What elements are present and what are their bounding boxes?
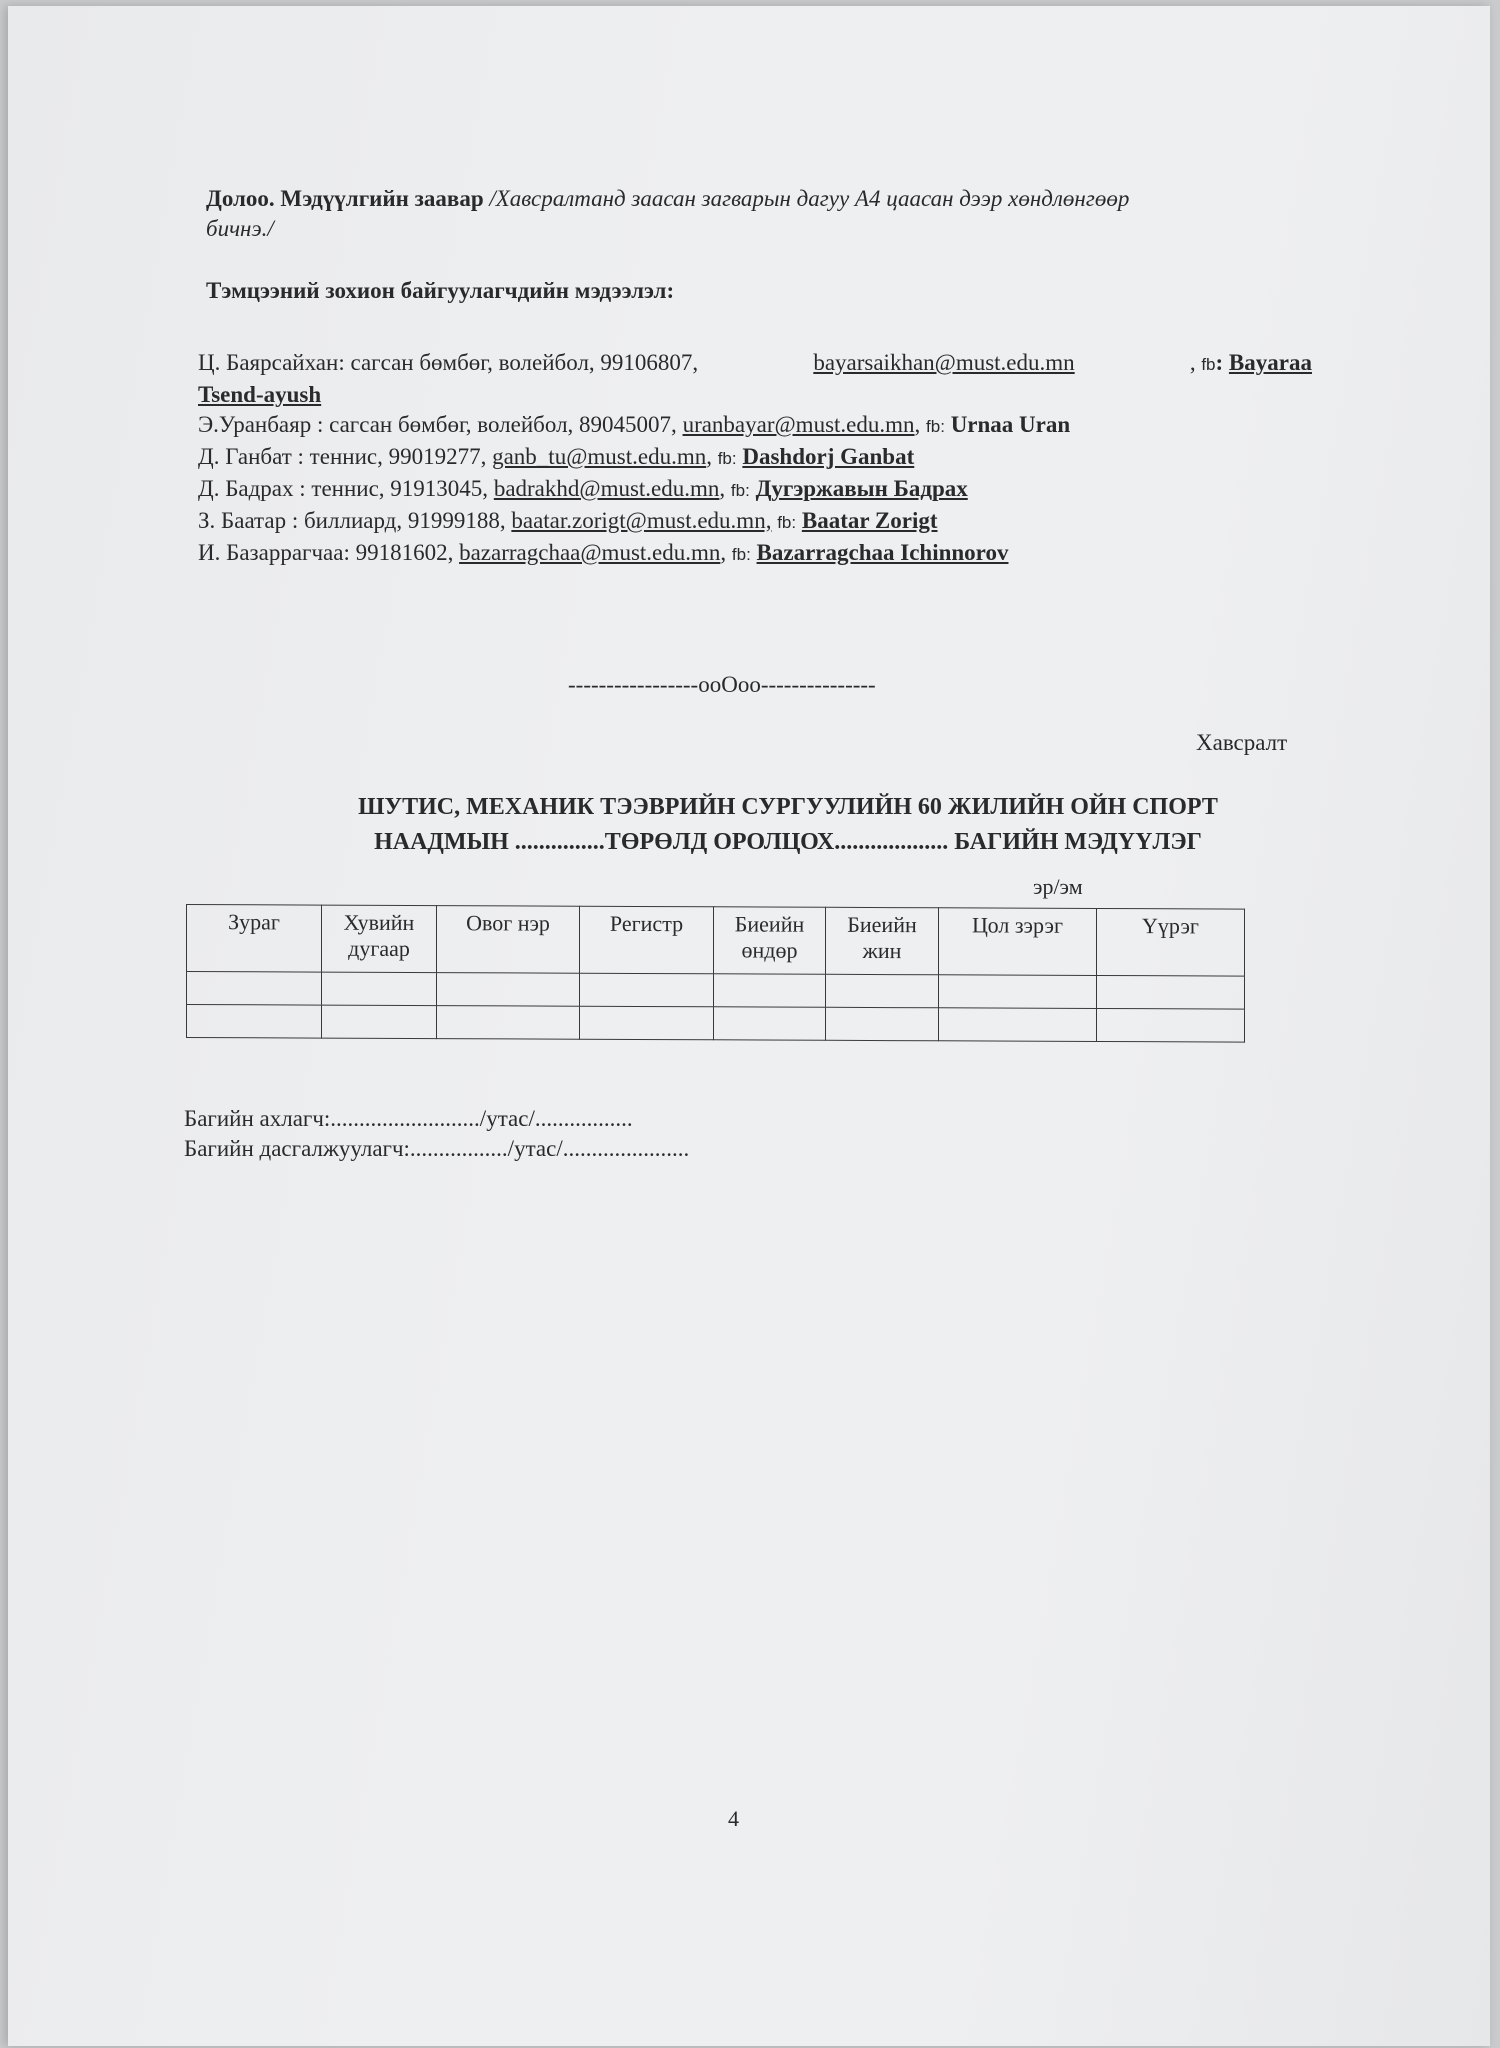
table-cell[interactable] — [580, 973, 714, 1007]
contact-list — [198, 348, 1312, 570]
table-cell[interactable] — [939, 975, 1097, 1009]
column-header-photo: Зураг — [187, 905, 322, 973]
table-cell[interactable] — [1097, 975, 1245, 1009]
contact-info: З. Баатар : биллиард, 91999188, — [198, 508, 512, 533]
instructions-text: /Хавсралтанд заасан загварын дагуу А4 цаасан дээр хөндлөнгөөр — [489, 186, 1130, 211]
column-header-role: Үүрэг — [1097, 908, 1245, 976]
gender-label: эр/эм — [1033, 874, 1083, 899]
instructions-line — [206, 186, 1129, 212]
contact-info: Э.Уранбаяр : сагсан бөмбөг, волейбол, 89045007, — [198, 412, 683, 437]
contact-info: Д. Бадрах : теннис, 91913045, — [198, 476, 494, 501]
column-header-weight: Биеийн жин — [826, 907, 939, 974]
table-row — [187, 972, 1245, 1010]
contact-row: Э.Уранбаяр : сагсан бөмбөг, волейбол, 89045007, uranbayar@must.edu.mn, fb: Urnaa Uran — [198, 412, 1071, 437]
fb-label: fb: — [731, 545, 751, 564]
table-cell[interactable] — [826, 1007, 939, 1040]
contact-info: Ц. Баярсайхан: сагсан бөмбөг, волейбол, 99106807, — [198, 350, 699, 375]
contact-info: Д. Ганбат : теннис, 99019277, — [198, 444, 493, 469]
column-header-register: Регистр — [580, 906, 714, 974]
page-number: 4 — [728, 1806, 739, 1831]
fb-label: fb — [1201, 355, 1216, 374]
contact-email[interactable]: uranbayar@must.edu.mn — [682, 412, 915, 437]
fb-label: fb: — [730, 481, 750, 500]
contact-row: Д. Бадрах : теннис, 91913045, badrakhd@must.edu.mn, fb: Дугэржавын Бадрах — [198, 476, 968, 501]
table-cell[interactable] — [714, 974, 826, 1007]
coach-line: Багийн дасгалжуулагч:................./утас/...................... — [184, 1136, 690, 1161]
contact-row-cont — [198, 380, 1312, 410]
document-page — [8, 6, 1490, 2046]
table-cell[interactable] — [322, 972, 437, 1006]
fb-label: fb: — [777, 513, 797, 532]
table-cell[interactable] — [580, 1006, 714, 1040]
captain-line: Багийн ахлагч:........................../утас/................. — [184, 1106, 633, 1131]
column-header-height: Биеийн өндөр — [714, 907, 826, 974]
table-cell[interactable] — [437, 973, 580, 1007]
form-title — [168, 790, 1408, 860]
table-cell[interactable] — [714, 1007, 826, 1040]
table-cell[interactable] — [437, 1006, 580, 1040]
table-cell[interactable] — [826, 974, 939, 1007]
contact-row: Ц. Баярсайхан: сагсан бөмбөг, волейбол, 99106807, bayarsaikhan@must.edu.mn , fb: Bayaraa — [198, 348, 1312, 380]
contact-facebook[interactable]: Baatar Zorigt — [801, 508, 938, 533]
registration-table-wrap — [186, 904, 1244, 1043]
column-header-name: Овог нэр — [437, 906, 580, 974]
contact-row: Д. Ганбат : теннис, 99019277, ganb_tu@must.edu.mn, fb: Dashdorj Ganbat — [198, 444, 915, 469]
column-header-rank: Цол зэрэг — [939, 908, 1097, 976]
appendix-label: Хавсралт — [1196, 730, 1288, 755]
table-cell[interactable] — [187, 972, 322, 1006]
form-title-line-1: ШУТИС, МЕХАНИК ТЭЭВРИЙН СУРГУУЛИЙН 60 ЖИЛИЙН ОЙН СПОРТ — [358, 794, 1218, 820]
contact-facebook[interactable]: Bazarragchaa Ichinnorov — [756, 540, 1009, 565]
instructions-heading: Долоо. Мэдүүлгийн заавар — [206, 186, 484, 211]
form-title-line-2: НААДМЫН ...............ТӨРӨЛД ОРОЛЦОХ................... БАГИЙН МЭДҮҮЛЭГ — [374, 829, 1202, 855]
contact-facebook[interactable]: Bayaraa — [1228, 350, 1312, 375]
contact-facebook[interactable]: Дугэржавын Бадрах — [755, 476, 968, 501]
contact-row: И. Базаррагчаа: 99181602, bazarragchaa@must.edu.mn, fb: Bazarragchaa Ichinnorov — [198, 540, 1009, 565]
fb-label: fb: — [717, 449, 737, 468]
table-cell[interactable] — [187, 1005, 322, 1039]
instructions-text-cont: бичнэ./ — [206, 216, 274, 241]
table-cell[interactable] — [322, 1005, 437, 1039]
contact-facebook[interactable]: Urnaa Uran — [950, 412, 1071, 437]
organizers-heading: Тэмцээний зохион байгуулагчдийн мэдээлэл: — [206, 278, 675, 303]
registration-table — [186, 904, 1245, 1043]
table-cell[interactable] — [939, 1008, 1097, 1042]
contact-email[interactable]: badrakhd@must.edu.mn — [493, 476, 720, 501]
contact-row — [198, 506, 1312, 538]
contact-email[interactable]: ganb_tu@must.edu.mn — [492, 444, 707, 469]
contact-email[interactable]: baatar.zorigt@must.edu.mn, — [511, 508, 772, 533]
table-row — [187, 1005, 1245, 1043]
contact-info: И. Базаррагчаа: 99181602, — [198, 540, 460, 565]
contact-facebook[interactable]: Dashdorj Ganbat — [742, 444, 915, 469]
signature-block — [184, 1104, 689, 1164]
column-header-id: Хувийн дугаар — [322, 905, 437, 973]
table-cell[interactable] — [1097, 1008, 1245, 1042]
contact-facebook-cont[interactable]: Tsend-ayush — [198, 382, 322, 407]
section-separator: -----------------ooOoo--------------- — [568, 672, 876, 697]
contact-email[interactable]: bazarragchaa@must.edu.mn — [459, 540, 721, 565]
fb-label: fb: — [926, 417, 945, 436]
table-header-row — [187, 905, 1245, 977]
contact-email[interactable]: bayarsaikhan@must.edu.mn — [813, 350, 1075, 375]
